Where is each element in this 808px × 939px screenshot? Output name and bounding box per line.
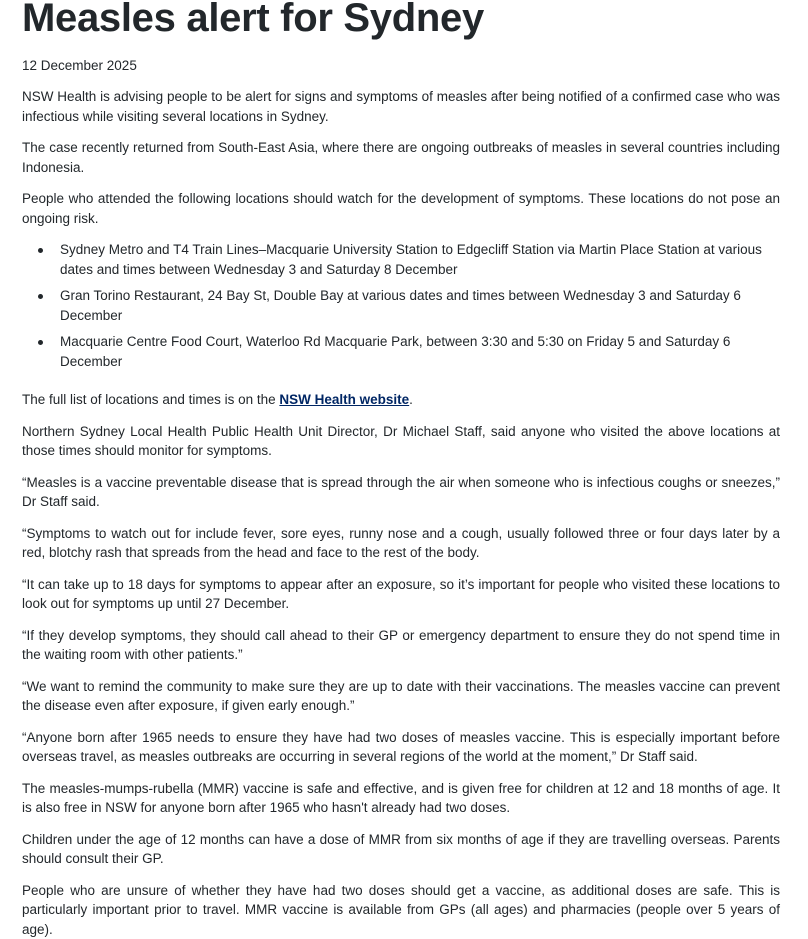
body-paragraph-8: The measles-mumps-rubella (MMR) vaccine is safe and effective, and is given free for children at 12 and 18 months of age. It is also free in NSW for anyone born after 1965 who hasn't already had two doses. [22,779,780,818]
publish-date: 12 December 2025 [22,56,780,75]
nsw-health-website-link[interactable]: NSW Health website [279,392,409,407]
body-paragraph-9: Children under the age of 12 months can have a dose of MMR from six months of age if they are travelling overseas. Parents should consult their GP. [22,830,780,869]
body-paragraph-10: People who are unsure of whether they have had two doses should get a vaccine, as additional doses are safe. This is particularly important prior to travel. MMR vaccine is available from GPs (all ages) and pharmacies (people over 5 years of age). [22,881,780,939]
location-item-metro [60,240,780,279]
body-paragraph-5: “If they develop symptoms, they should call ahead to their GP or emergency department to ensure they do not spend time in the waiting room with other patients.” [22,626,780,665]
bullet-icon [38,248,43,253]
body-paragraph-3: “Symptoms to watch out for include fever, sore eyes, runny nose and a cough, usually followed three or four days later by a red, blotchy rash that spreads from the head and face to the rest of the body. [22,524,780,563]
body-paragraph-7: “Anyone born after 1965 needs to ensure they have had two doses of measles vaccine. This is especially important before overseas travel, as measles outbreaks are occurring in several regions of the world at the moment,” Dr Staff said. [22,728,780,767]
body-paragraph-4: “It can take up to 18 days for symptoms to appear after an exposure, so it’s important for people who visited these locations to look out for symptoms up until 27 December. [22,575,780,614]
bullet-icon [38,340,43,345]
body-paragraph-1: Northern Sydney Local Health Public Health Unit Director, Dr Michael Staff, said anyone who visited the above locations at those times should monitor for symptoms. [22,422,780,461]
location-text: Macquarie Centre Food Court, Waterloo Rd Macquarie Park, between 3:30 and 5:30 on Friday 5 and Saturday 6 December [60,334,730,369]
page-title: Measles alert for Sydney [22,0,780,36]
location-text: Sydney Metro and T4 Train Lines–Macquarie University Station to Edgecliff Station via Martin Place Station at various dates and times between Wednesday 3 and Saturday 8 December [60,242,762,277]
body-paragraph-2: “Measles is a vaccine preventable disease that is spread through the air when someone who is infectious coughs or sneezes,” Dr Staff said. [22,473,780,512]
full-list-end: . [409,392,413,407]
full-list-text: The full list of locations and times is on the [22,392,279,407]
intro-paragraph-2: The case recently returned from South-East Asia, where there are ongoing outbreaks of measles in several countries including Indonesia. [22,138,780,177]
location-item-food-court [60,332,780,371]
full-list-paragraph [22,390,780,410]
bullet-icon [38,294,43,299]
intro-paragraph-3: People who attended the following locations should watch for the development of symptoms. These locations do not pose an ongoing risk. [22,189,780,228]
location-item-restaurant [60,286,780,325]
locations-list [22,240,780,371]
body-paragraph-6: “We want to remind the community to make sure they are up to date with their vaccinations. The measles vaccine can prevent the disease even after exposure, if given early enough.” [22,677,780,716]
location-text: Gran Torino Restaurant, 24 Bay St, Double Bay at various dates and times between Wednesday 3 and Saturday 6 December [60,288,741,323]
intro-paragraph-1: NSW Health is advising people to be alert for signs and symptoms of measles after being notified of a confirmed case who was infectious while visiting several locations in Sydney. [22,87,780,126]
